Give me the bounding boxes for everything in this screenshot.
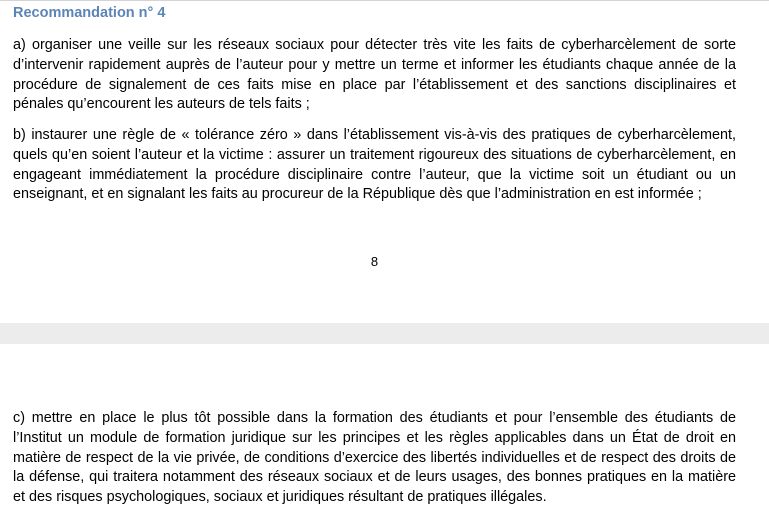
page-separator [0,323,769,344]
recommendation-item-c: c) mettre en place le plus tôt possible dans la formation des étudiants et pour l’ensemble des étudiants de l’Institut un module de formation juridique sur les principes et les règles applicables dans un État de droit en matière de respect de la vie privée, de conditions d’exercice des libertés individuelles et de respect des droits de la défense, qui traitera notamment des réseaux sociaux et de leurs usages, des bonnes pratiques en la matière et des risques psychologiques, sociaux et juridiques résultant de pratiques illégales. [13,410,736,506]
recommendation-heading: Recommandation n° 4 [13,5,166,21]
document-page-9 [0,344,769,508]
page-number: 8 [370,254,379,269]
recommendation-item-b: b) instaurer une règle de « tolérance zéro » dans l’établissement vis-à-vis des pratiques de cyberharcèlement, quels qu’en soient l’auteur et la victime : assurer un traitement rigoureux des situations de cyberharcèlement, en engageant immédiatement la procédure disciplinaire contre l’auteur, que la victime soit un étudiant ou un enseignant, et en signalant les faits au procureur de la République dès que l’administration en est informée ; [13,127,736,203]
recommendation-item-a: a) organiser une veille sur les réseaux sociaux pour détecter très vite les faits de cyberharcèlement de sorte d’intervenir rapidement auprès de l’auteur pour y mettre un terme et informer les étudiants chaque année de la procédure de signalement de ces faits mise en place par l’établissement et des sanctions disciplinaires et pénales qu’encourent les auteurs de tels faits ; [13,37,736,113]
